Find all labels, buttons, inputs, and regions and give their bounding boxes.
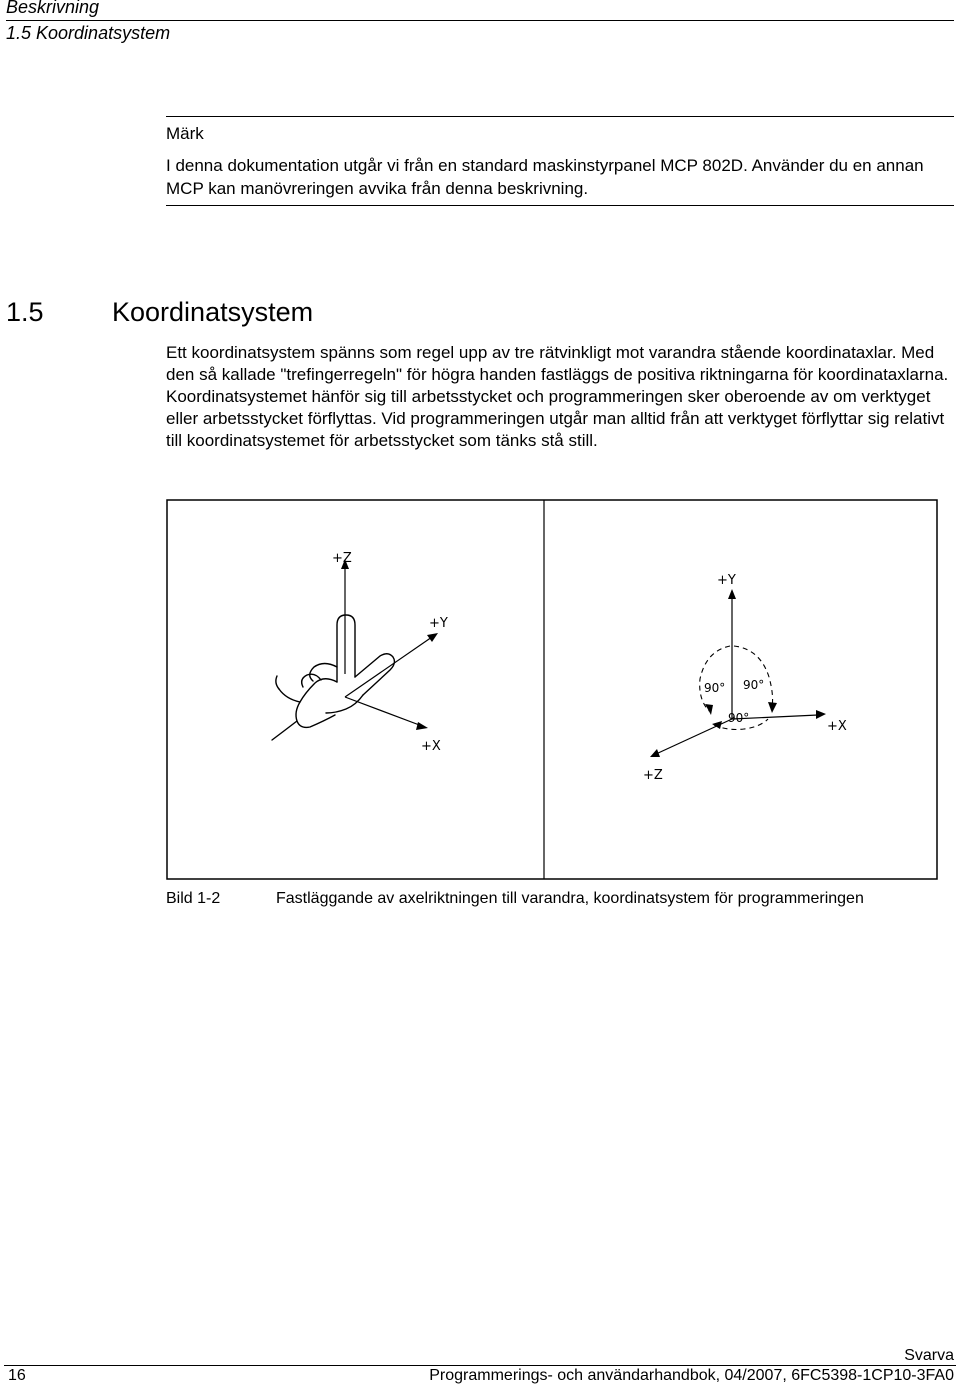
tripod-x-arrowhead (816, 710, 826, 719)
angle-label-right: 90° (743, 678, 765, 692)
hand-y-arrowhead (427, 633, 438, 642)
figure-frame (167, 500, 937, 879)
hand-y-label: +Y (429, 616, 448, 631)
note-title: Märk (166, 124, 204, 143)
footer-page-number: 16 (8, 1367, 26, 1384)
caption-number: Bild 1-2 (166, 890, 221, 907)
section-heading (6, 297, 313, 328)
caption-text: Fastläggande av axelriktningen till varandra, koordinatsystem för programmeringen (276, 890, 864, 907)
axis-tripod-panel (650, 589, 826, 757)
hand-y-axis (345, 637, 432, 697)
hand-x-arrowhead (416, 722, 428, 730)
tripod-z-label: +Z (643, 768, 663, 783)
tripod-x-label: +X (827, 719, 847, 734)
angle-label-bottom: 90° (728, 711, 750, 725)
angle-arrow-yx (768, 702, 777, 713)
hand-x-label: +X (421, 739, 441, 754)
footer-rule (4, 1365, 956, 1366)
section-title: Koordinatsystem (112, 297, 314, 327)
note-text: I denna dokumentation utgår vi från en standard maskinstyrpanel MCP 802D. Använder du en annan MCP kan manövreringen avvika från denna beskrivning. (166, 156, 924, 198)
angle-arc-yx (734, 646, 773, 707)
coordinate-figure (166, 499, 938, 880)
hand-rule-panel (272, 559, 438, 740)
angle-arrow-yz (705, 704, 713, 715)
header-chapter: Beskrivning (6, 0, 100, 17)
header-rule (6, 20, 954, 21)
hand-x-axis (345, 697, 422, 726)
angle-label-left: 90° (704, 681, 726, 695)
hand-icon (272, 615, 394, 740)
note-top-rule (166, 116, 954, 117)
footer-brand: Svarva (904, 1347, 954, 1364)
note-bottom-rule (166, 205, 954, 206)
footer-document: Programmerings- och användarhandbok, 04/2007, 6FC5398-1CP10-3FA0 (429, 1367, 954, 1384)
section-number: 1.5 (6, 297, 44, 327)
tripod-y-arrowhead (728, 589, 736, 599)
tripod-y-label: +Y (717, 573, 736, 588)
angle-arc-yz (700, 646, 730, 711)
body-paragraph: Ett koordinatsystem spänns som regel upp av tre rätvinkligt mot varandra stående koordinataxlar. Med den så kallade "trefingerregeln" för högra handen fastläggs de positiva riktningarna för koordinataxlarna. Koordinatsystemet hänför sig till arbetsstycket och programmeringen sker oberoende av om verktyget eller arbetsstycket förflyttas. Vid programmeringen utgår man alltid från att verktyget förflyttar sig relativt till koordinatsystemet för arbetsstycket som tänks stå still. (166, 343, 949, 450)
hand-z-label: +Z (332, 551, 352, 566)
header-section: 1.5 Koordinatsystem (6, 23, 171, 43)
tripod-z-arrowhead (650, 749, 660, 757)
